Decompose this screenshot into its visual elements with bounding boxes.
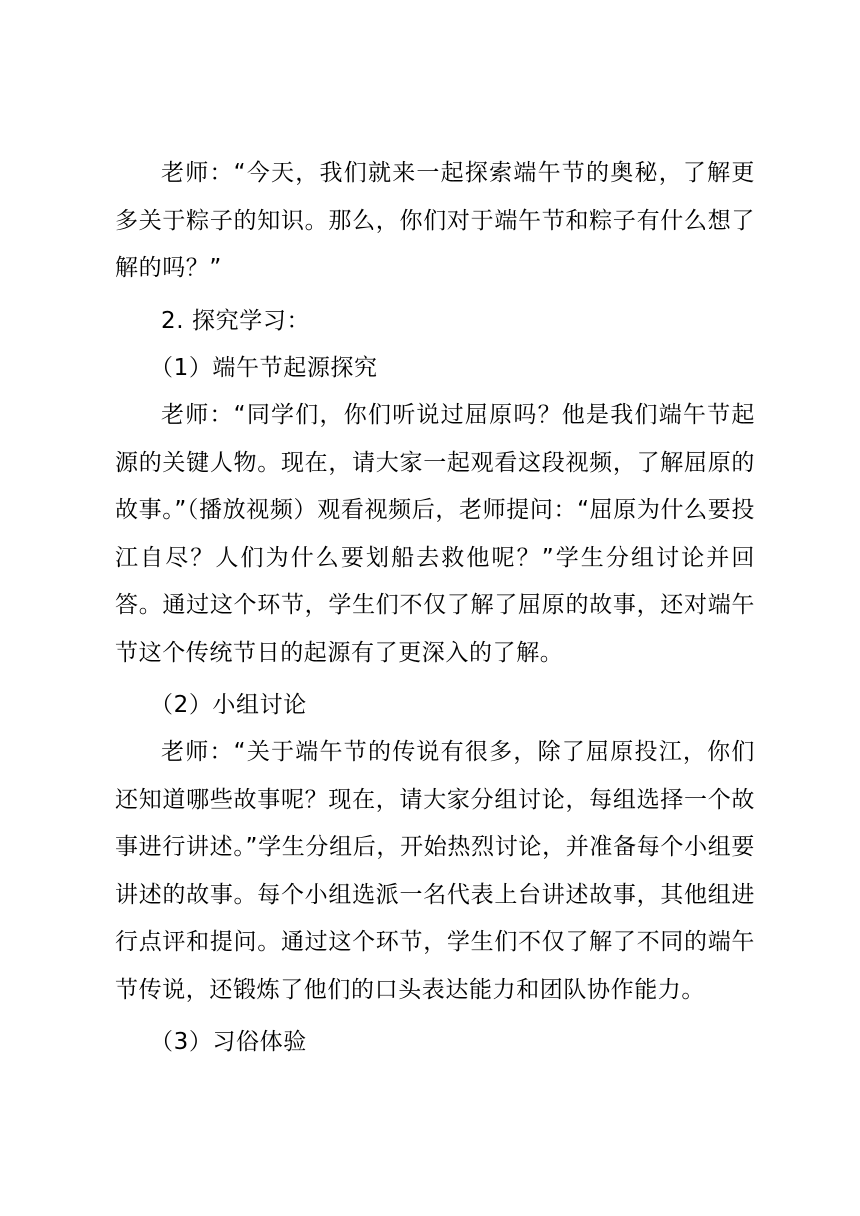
- group-discussion-paragraph: 老师：“关于端午节的传说有很多，除了屈原投江，你们还知道哪些故事呢？现在，请大家分组讨论，每组选择一个故事进行讲述。”学生分组后，开始热烈讨论，并准备每个小组要讲述的故事。每个小组选派一名代表上台讲述故事，其他组进行点评和提问。通过这个环节，学生们不仅了解了不同的端午节传说，还锻炼了他们的口头表达能力和团队协作能力。: [115, 739, 755, 1003]
- intro-paragraph: 老师：“今天，我们就来一起探索端午节的奥秘，了解更多关于粽子的知识。那么，你们对于端午节和粽子有什么想了解的吗？”: [115, 160, 755, 281]
- origin-paragraph: 老师：“同学们，你们听说过屈原吗？他是我们端午节起源的关键人物。现在，请大家一起观看这段视频，了解屈原的故事。”（播放视频）观看视频后，老师提问：“屈原为什么要投江自尽？人们为什么要划船去救他呢？”学生分组讨论并回答。通过这个环节，学生们不仅了解了屈原的故事，还对端午节这个传统节日的起源有了更深入的了解。: [115, 402, 755, 666]
- section-heading-inquiry-learning: 2. 探究学习：: [161, 308, 311, 334]
- subsection-heading-group-discussion: （2）小组讨论: [150, 692, 307, 718]
- subsection-heading-origin: （1）端午节起源探究: [150, 355, 378, 381]
- subsection-heading-custom-experience: （3）习俗体验: [150, 1029, 307, 1055]
